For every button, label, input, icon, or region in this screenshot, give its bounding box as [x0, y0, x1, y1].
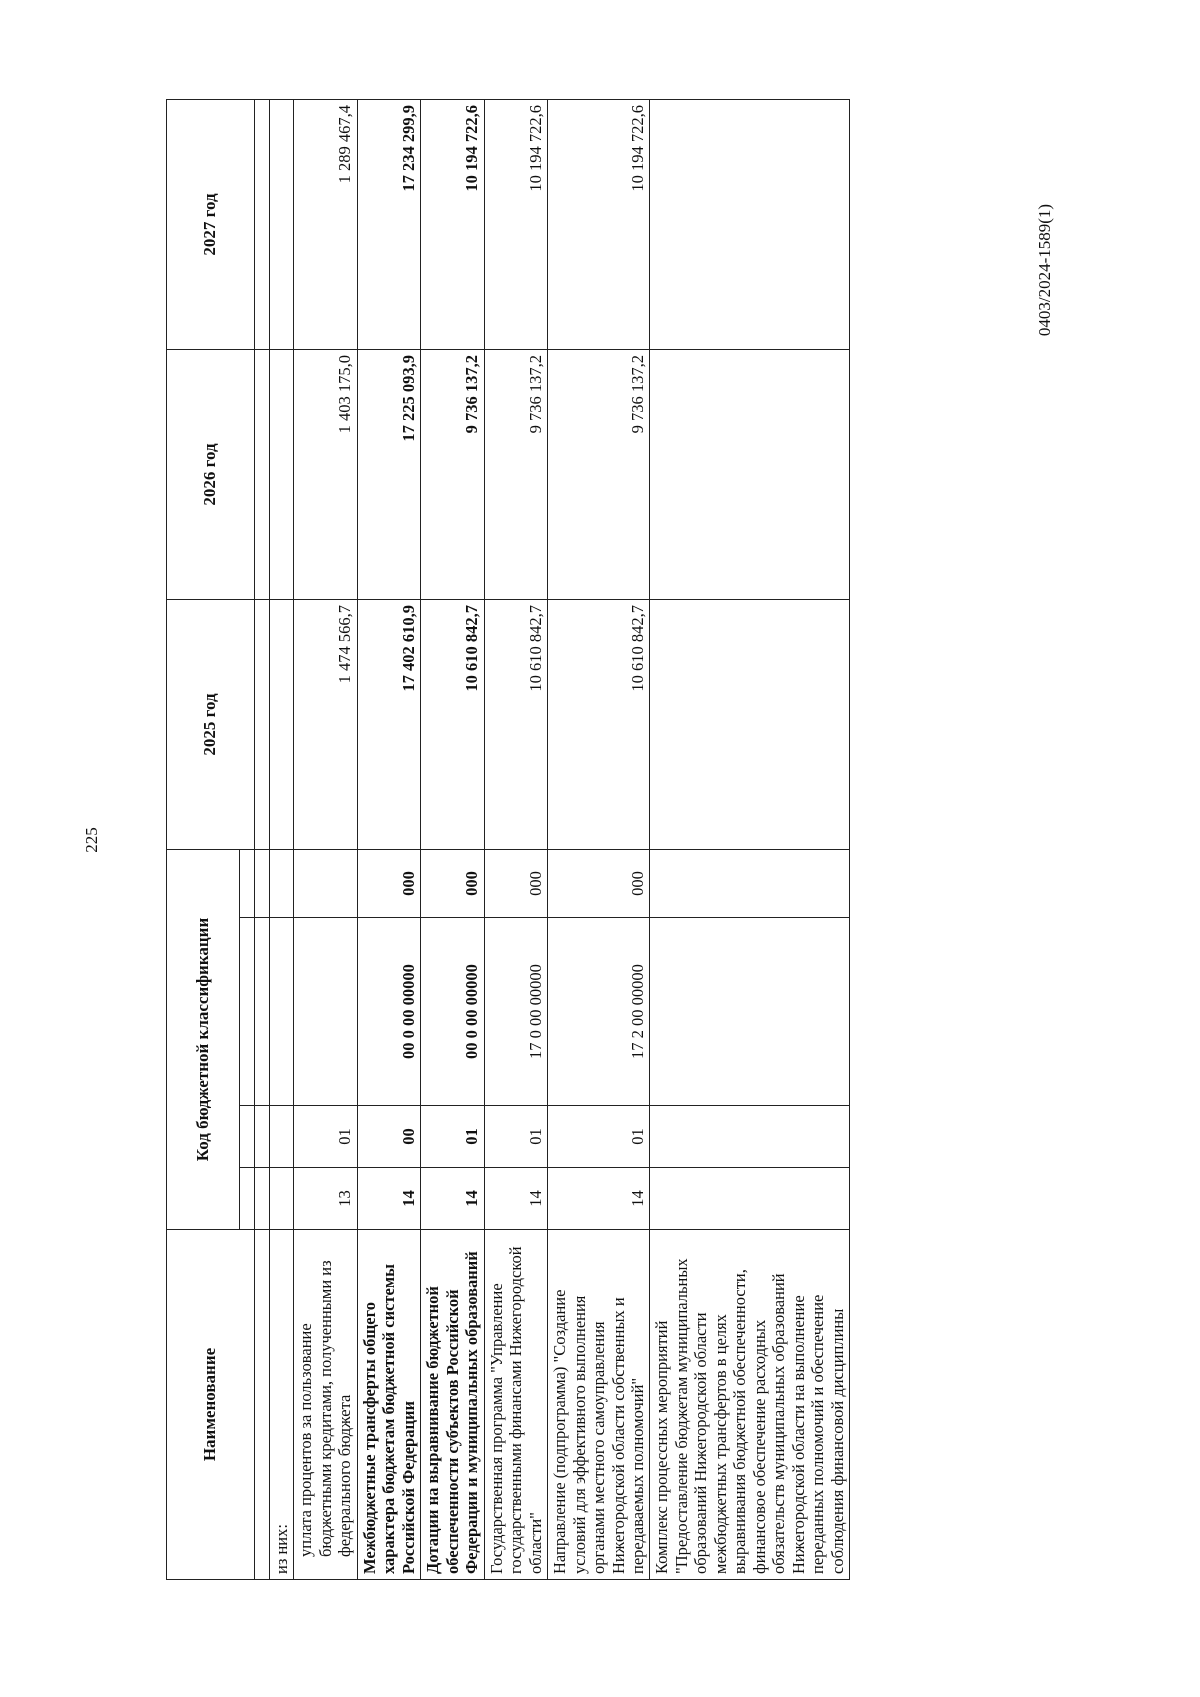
- row-name: Межбюджетные трансферты общего характера бюджетам бюджетной системы Российской Федерации: [357, 1230, 420, 1580]
- header-2026: 2026 год: [167, 350, 255, 600]
- row-name: Государственная программа "Управление государственными финансами Нижегородской области": [484, 1230, 547, 1580]
- table-row: [484, 100, 547, 1580]
- row-code-3: [294, 918, 357, 1106]
- row-code-1: 13: [294, 1168, 357, 1230]
- table-row: [357, 100, 420, 1580]
- row-code-1: 14: [484, 1168, 547, 1230]
- row-code-1: [270, 1168, 294, 1230]
- row-value-2027: 17 234 299,9: [357, 100, 420, 350]
- header-name: Наименование: [167, 1230, 255, 1580]
- row-value-2027: 1 289 467,4: [294, 100, 357, 350]
- spacer-cell: [255, 600, 270, 850]
- row-code-4: [650, 850, 850, 918]
- row-code-2: 01: [294, 1106, 357, 1168]
- spacer-row: [255, 100, 270, 1580]
- row-code-4: 000: [484, 850, 547, 918]
- row-code-4: [270, 850, 294, 918]
- row-code-3: 00 0 00 00000: [421, 918, 484, 1106]
- spacer-cell: [255, 1230, 270, 1580]
- row-code-3: 00 0 00 00000: [357, 918, 420, 1106]
- spacer-cell: [255, 1106, 270, 1168]
- header-row: [167, 100, 240, 1580]
- row-code-1: 14: [357, 1168, 420, 1230]
- row-value-2025: 10 610 842,7: [484, 600, 547, 850]
- header-code-group: Код бюджетной классификации: [167, 850, 240, 1230]
- row-name: уплата процентов за пользование бюджетными кредитами, полученными из федерального бюджета: [294, 1230, 357, 1580]
- row-value-2027: 10 194 722,6: [484, 100, 547, 350]
- row-code-2: 01: [548, 1106, 650, 1168]
- table-row: [548, 100, 650, 1580]
- row-code-1: 14: [421, 1168, 484, 1230]
- code-col-3-header: [240, 918, 255, 1106]
- row-code-3: [270, 918, 294, 1106]
- row-code-1: 14: [548, 1168, 650, 1230]
- row-code-2: 01: [484, 1106, 547, 1168]
- row-value-2026: 9 736 137,2: [421, 350, 484, 600]
- row-value-2027: 10 194 722,6: [421, 100, 484, 350]
- budget-table: [166, 99, 850, 1580]
- row-code-4: 000: [421, 850, 484, 918]
- spacer-cell: [255, 918, 270, 1106]
- table-row: [650, 100, 850, 1580]
- row-code-4: [294, 850, 357, 918]
- row-code-3: 17 0 00 00000: [484, 918, 547, 1106]
- spacer-cell: [255, 850, 270, 918]
- budget-table-container: [166, 100, 966, 1580]
- row-code-2: [650, 1106, 850, 1168]
- row-value-2026: 17 225 093,9: [357, 350, 420, 600]
- row-value-2027: [270, 100, 294, 350]
- table-row: [270, 100, 294, 1580]
- spacer-cell: [255, 100, 270, 350]
- row-code-2: [270, 1106, 294, 1168]
- code-col-2-header: [240, 1106, 255, 1168]
- row-value-2026: [650, 350, 850, 600]
- row-name: Комплекс процессных мероприятий "Предоставление бюджетам муниципальных образований Нижегородской области межбюджетных трансфертов в целях выравнивания бюджетной обеспеченности, финансовое обеспечение расходных обязательств муниципальных образований Нижегородской области на выполнение переданных полномочий и обеспечение соблюдения финансовой дисциплины: [650, 1230, 850, 1580]
- row-code-2: 00: [357, 1106, 420, 1168]
- code-col-4-header: [240, 850, 255, 918]
- spacer-cell: [255, 350, 270, 600]
- row-value-2025: [650, 600, 850, 850]
- header-2027: 2027 год: [167, 100, 255, 350]
- row-value-2026: [270, 350, 294, 600]
- row-value-2025: 17 402 610,9: [357, 600, 420, 850]
- row-name: из них:: [270, 1230, 294, 1580]
- table-row: [421, 100, 484, 1580]
- spacer-cell: [255, 1168, 270, 1230]
- row-code-3: [650, 918, 850, 1106]
- page-number: 225: [82, 827, 101, 853]
- row-value-2025: 10 610 842,7: [548, 600, 650, 850]
- header-2025: 2025 год: [167, 600, 255, 850]
- row-code-4: 000: [548, 850, 650, 918]
- row-value-2025: 10 610 842,7: [421, 600, 484, 850]
- row-code-1: [650, 1168, 850, 1230]
- row-code-3: 17 2 00 00000: [548, 918, 650, 1106]
- document-code: [1000, 200, 1090, 340]
- row-value-2025: 1 474 566,7: [294, 600, 357, 850]
- row-value-2026: 9 736 137,2: [484, 350, 547, 600]
- row-code-2: 01: [421, 1106, 484, 1168]
- row-value-2027: 10 194 722,6: [548, 100, 650, 350]
- row-name: Дотации на выравнивание бюджетной обеспеченности субъектов Российской Федерации и муниципальных образований: [421, 1230, 484, 1580]
- row-value-2026: 9 736 137,2: [548, 350, 650, 600]
- row-name: Направление (подпрограмма) "Создание условий для эффективного выполнения органами местного самоуправления Нижегородской области собственных и передаваемых полномочий": [548, 1230, 650, 1580]
- code-col-1-header: [240, 1168, 255, 1230]
- row-code-4: 000: [357, 850, 420, 918]
- row-value-2026: 1 403 175,0: [294, 350, 357, 600]
- row-value-2027: [650, 100, 850, 350]
- table-row: [294, 100, 357, 1580]
- document-code-text: 0403/2024-1589(1): [1035, 203, 1054, 337]
- row-value-2025: [270, 600, 294, 850]
